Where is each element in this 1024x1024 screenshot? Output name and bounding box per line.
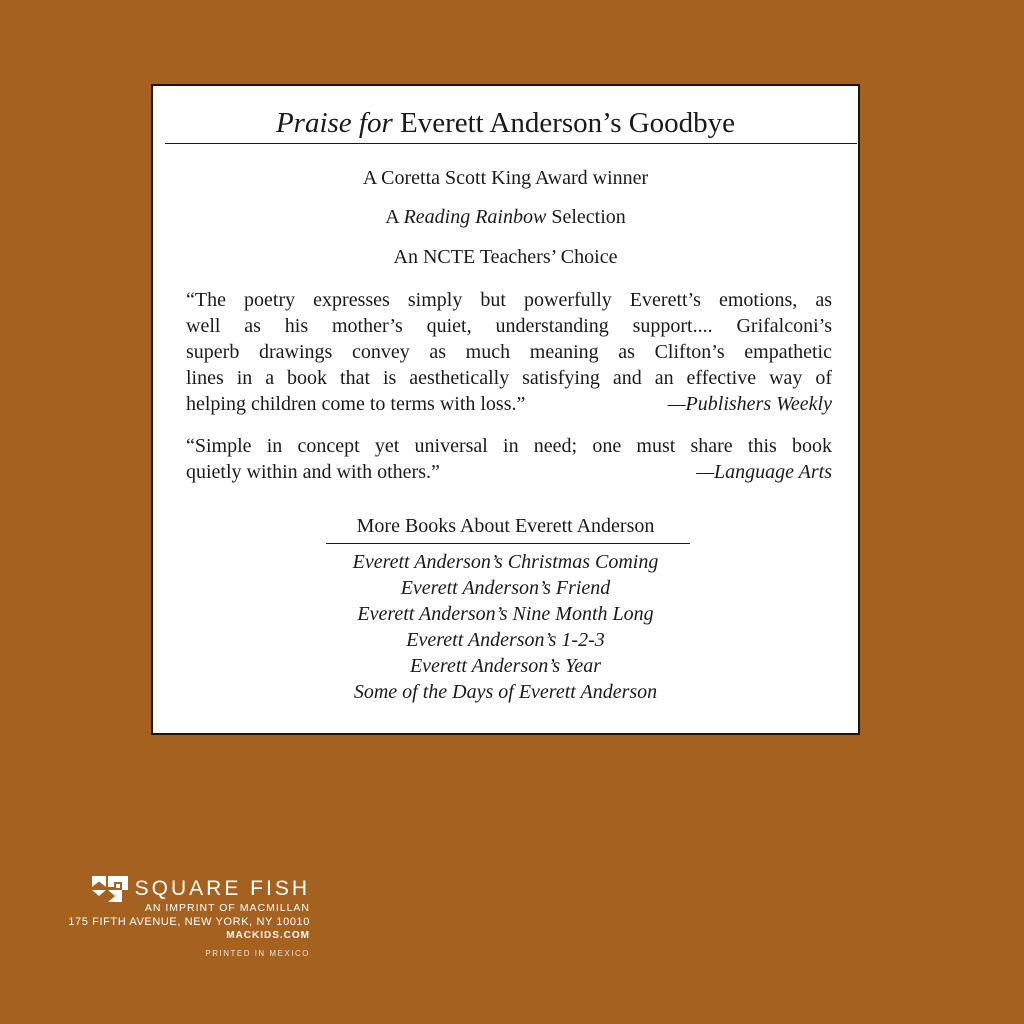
- quote-line: “The poetry expresses simply but powerfully Everett’s emotions, as: [186, 289, 832, 311]
- quote-attribution: —Publishers Weekly: [667, 393, 832, 415]
- honor-text-after: Selection: [546, 206, 626, 228]
- quote-last-line: [186, 391, 832, 417]
- more-books-list: [153, 549, 858, 705]
- heading-divider: [165, 143, 857, 144]
- honor-italic: Reading Rainbow: [403, 206, 547, 228]
- honor-coretta-scott-king: [153, 166, 858, 190]
- imprint-website: MACKIDS.COM: [226, 930, 310, 941]
- quote-publishers-weekly: [186, 287, 832, 417]
- praise-heading: [153, 106, 858, 140]
- quote-line: superb drawings convey as much meaning as Clifton’s empathetic: [186, 341, 832, 363]
- honor-text: An NCTE Teachers’ Choice: [393, 246, 618, 268]
- praise-heading-italic: Praise for: [275, 107, 393, 139]
- honor-text: A Coretta Scott King Award winner: [362, 167, 649, 189]
- book-title: Some of the Days of Everett Anderson: [353, 681, 658, 703]
- quote-line: helping children come to terms with loss.”: [186, 393, 526, 415]
- quote-line: quietly within and with others.”: [186, 461, 440, 483]
- book-title: Everett Anderson’s Christmas Coming: [352, 551, 659, 573]
- praise-heading-title: Everett Anderson’s Goodbye: [392, 107, 736, 139]
- imprint-address: 175 FIFTH AVENUE, NEW YORK, NY 10010: [68, 916, 310, 928]
- honor-ncte-teachers-choice: [153, 245, 858, 269]
- honor-reading-rainbow: [153, 205, 858, 229]
- quote-attribution: —Language Arts: [696, 461, 832, 483]
- imprint-brand: SQUARE FISH: [134, 877, 310, 900]
- more-books-divider: [326, 543, 690, 544]
- book-title: Everett Anderson’s Nine Month Long: [357, 603, 654, 625]
- honor-text: A: [385, 206, 404, 228]
- book-title: Everett Anderson’s 1-2-3: [406, 629, 605, 651]
- quote-language-arts: [186, 433, 832, 485]
- praise-panel: [151, 84, 860, 735]
- more-books-title: More Books About Everett Anderson: [356, 515, 655, 537]
- book-title: Everett Anderson’s Year: [409, 655, 602, 677]
- publisher-imprint: [60, 876, 310, 959]
- book-title: Everett Anderson’s Friend: [400, 577, 611, 599]
- imprint-subtitle: AN IMPRINT OF MACMILLAN: [144, 902, 310, 914]
- quote-line: lines in a book that is aesthetically satisfying and an effective way of: [186, 367, 832, 389]
- square-fish-logo-icon: [92, 876, 128, 902]
- quote-line: well as his mother’s quiet, understanding support.... Grifalconi’s: [186, 315, 832, 337]
- quote-last-line: [186, 459, 832, 485]
- printed-in-label: PRINTED IN MEXICO: [205, 949, 310, 958]
- imprint-brand-row: [60, 876, 310, 902]
- quote-line: “Simple in concept yet universal in need; one must share this book: [186, 435, 832, 457]
